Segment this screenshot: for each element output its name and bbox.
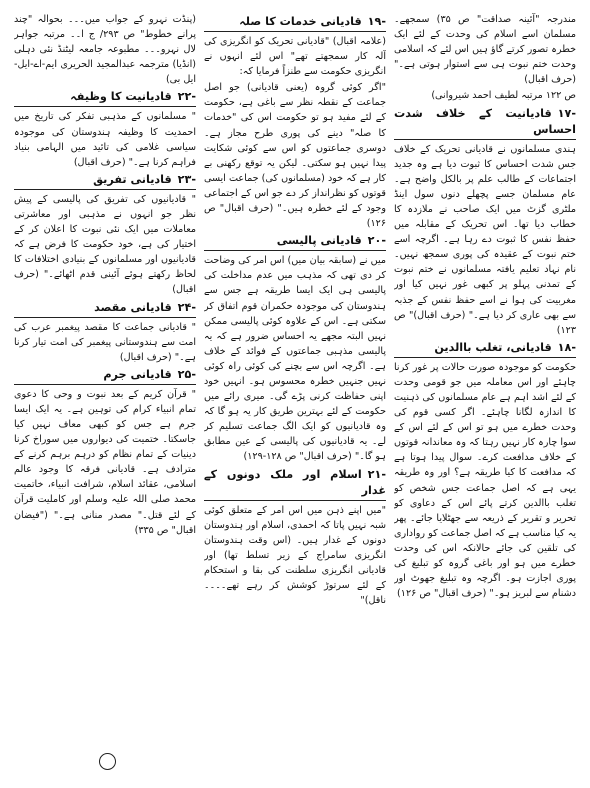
paragraph: " قادیانیوں کی تفریق کی پالیسی کے پیش نظر جو انہوں نے مذہبی اور معاشرتی معاملات میں ایک نئی نبوت کا اعلان کر کے اختیار کی ہے، خود حکومت کا فرض ہے کہ قادیانیوں اور مسلمانوں کے بنیادی اختلافات کا لحاظ رکھتے ہوئے آئینی قدم اٹھائے۔" (حرف اقبال) [14,193,196,296]
column-3 [14,12,196,778]
paragraph: (علامہ اقبال) "قادیانی تحریک کو انگریزی کی آلہ کار سمجھتے تھے" اس لئے انہوں نے انگریزی حکومت سے طنزاً فرمایا کہ: [204,36,386,78]
section-title: قادیانی مقصد [94,300,172,314]
section-number: -۱۸ [557,340,576,354]
paragraph: حکومت کو موجودہ صورت حالات پر غور کرنا چاہئے اور اس معاملہ میں جو قومی وحدت کے لئے اشد اہم ہے عام مسلمانوں کی ذہنیت کا اندازہ لگانا چاہئے۔ اگر کسی قوم کی وحدت خطرے میں ہو تو اس کے لئے اس کے سوا چارہ کار نہیں رہتا کہ وہ معاندانہ قوتوں کے خلاف مدافعت کرے۔ سوال پیدا ہوتا ہے کہ مدافعت کا کیا طریقہ ہے؟ اور وہ طریقہ یہی ہے کہ اصل جماعت جس شخص کو تغلب باالدین کرتے پائے اس کے دعاوی کو تحریر و تقریر کے ذریعہ سے جھٹلایا جائے۔ پھر یہ کیا مناسب ہے کہ اصل جماعت کو رواداری کی تلقین کی جائے حالانکہ اس کی وحدت خطرے میں ہو اور باغی گروہ کو تبلیغ کی پوری اجازت ہو۔ اگرچہ وہ تبلیغ جھوٹ اور دشنام سے لبریز ہو۔" (حرف اقبال" ص ۱۲۶) [394,361,576,600]
section-heading [204,14,386,32]
section-heading [204,467,386,501]
text-columns [14,12,576,778]
section-title: قادیانیت کے خلاف شدت احساس [394,106,576,136]
section-number: -۲۵ [177,367,196,381]
paragraph: میں نے (سابقہ بیان میں) اس امر کی وضاحت کر دی تھی کہ مذہب میں عدم مداخلت کی پالیسی ہی ایک ایسا طریقہ ہے جس سے ہندوستان کی موجودہ حکمران قوم اتفاق کر سکتی ہے۔ اس کے علاوہ کوئی پالیسی ممکن نہیں البتہ مجھے یہ احساس ضرور ہے کہ یہ پالیسی مذہبی جماعتوں کے فوائد کے خلاف ہے۔ اگرچہ اس سے بچنے کی کوئی راہ کوئی نہیں جنہیں خطرہ محسوس ہو۔ انہیں خود اپنی حفاظت کرنی پڑے گی۔ میری رائے میں حکومت کے لئے بہترین طریق کار یہ ہو گا کہ وہ قادیانیوں کو ایک الگ جماعت تسلیم کر لے۔ یہ قادیانیوں کی پالیسی کے عین مطابق ہو گا۔" (حرف اقبال" ص ۱۲۸-۱۲۹) [204,255,386,463]
section-number: -۲۲ [177,90,196,104]
section-heading [14,300,196,318]
paragraph: "میں اپنے ذہن میں اس امر کے متعلق کوئی شبہ نہیں پاتا کہ احمدی، اسلام اور ہندوستان دونوں کے غدار ہیں۔ (اس وقت ہندوستان انگریزی سامراج کے زیر تسلط تھا) اور قادیانی انگریزی سلطنت کی بقا و استحکام کے لئے سرتوڑ کوشش کر رہے تھے۔۔۔۔ ناقل)" [204,504,386,607]
paragraph: " قرآن کریم کے بعد نبوت و وحی کا دعوی تمام انبیاء کرام کی توہین ہے۔ یہ ایک ایسا جرم ہے جس کو کبھی معاف نہیں کیا جاسکتا۔ ختمیت کی دیواروں میں سوراخ کرنا دینیات کے تمام نظام کو درہم برہم کرنے کے مترادف ہے۔ قادیانی فرقہ کا وجود عالم اسلامی، عقائد اسلام، شرافت انبیاء، خاتمیت محمد صلی اللہ علیہ وسلم اور کاملیت قرآن کے لئے قتل۔" مصدر منانی ہے۔" ("فیضان اقبال" ص ۳۳۵) [14,388,196,536]
section-number: -۲۳ [177,172,196,186]
section-title: قادیانی تفریق [93,172,172,186]
paragraph: ہندی مسلمانوں نے قادیانی تحریک کے خلاف جس شدت احساس کا ثبوت دیا ہے وہ جدید اجتماعات کے طالب علم پر بالکل واضح ہے۔ عام مسلمان جسے پچھلے دنوں سول اینڈ ملٹری گزٹ میں ایک صاحب نے ملازدہ کا خطاب دیا تھا۔ اس تحریک کے مقابلہ میں حفظ نفس کا ثبوت دے رہا ہے۔ اگرچہ اسے ختم نبوت کے عقیدہ کی پوری سمجھ نہیں۔ نام نہاد تعلیم یافتہ مسلمانوں نے ختم نبوت کے تمدنی پہلو پر کبھی غور نہیں کیا اور مغربیت کی ہوا نے اسے حفظ نفس کے جذبہ سے بھی عاری کر دیا ہے۔" (حرف اقبال)" ص ۱۲۳) [394,143,576,336]
section-number: -۲۰ [367,234,386,248]
section-heading [14,89,196,107]
column-1 [394,12,576,778]
column-2 [204,12,386,778]
section-heading [14,367,196,385]
section-title: قادیانی جرم [103,367,172,381]
section-number: -۲۱ [367,467,386,481]
reference-line: ص ۱۲۲ مرتبہ لطیف احمد شیروانی) [431,90,576,102]
section-heading [394,340,576,358]
paragraph: مندرجہ "آئینہ صداقت" ص ۳۵) سمجھے۔ مسلمان اسے اسلام کی وحدت کے لئے ایک خطرہ تصور کرتے گاؤ ہیں اس لئے کہ اسلامی وحدت ختم نبوت ہی سے استوار ہوتی ہے۔" (حرف اقبال) [394,14,576,86]
section-title: اسلام اور ملک دونوں کے غدار [204,467,386,497]
paragraph: " قادیانی جماعت کا مقصد پیغمبر عرب کی امت سے ہندوستانی پیغمبر کی امت تیار کرنا ہے۔" (حرف اقبال) [14,321,196,363]
section-title: قادیانی خدمات کا صلہ [239,15,362,28]
section-title: قادیانیت کا وظیفہ [70,90,172,104]
section-title: قادیانی، تغلب باالدین [434,340,552,354]
section-number: -۲۴ [177,300,196,314]
paragraph: " مسلمانوں کے مذہبی تفکر کی تاریخ میں احمدیت کا وظیفہ ہندوستان کی موجودہ سیاسی غلامی کی تائید میں الہامی بنیاد فراہم کرنا ہے۔" (حرف اقبال) [14,111,196,168]
section-title: قادیانی پالیسی [276,234,362,248]
section-heading [14,172,196,190]
section-heading [394,106,576,140]
end-mark-circle [99,753,116,770]
section-number: -۱۹ [367,15,386,28]
paragraph: "اگر کوئی گروہ (یعنی قادیانی) جو اصل جماعت کے نقطہ نظر سے باغی ہے، حکومت کے لئے مفید ہو تو حکومت اس کی "خدمات کا صلہ" دینے کی پوری طرح مجاز ہے۔ دوسری جماعتوں کو اس سے کوئی شکایت پیدا نہیں ہو سکتی۔ لیکن یہ توقع رکھنی بے کار ہے کہ خود (مسلمانوں کی) جماعت ایسی قوتوں کو نظرانداز کر دے جو اس کے اجتماعی وجود کے لئے خطرہ ہیں۔" (حرف اقبال" ص ۱۲۶) [204,82,386,230]
section-number: -۱۷ [557,106,576,120]
section-heading [204,233,386,251]
paragraph: (پنڈت نہرو کے جواب میں۔۔۔ بحوالہ "چند پرانے خطوط" ص ۲۹۳/ ج ا۔۔ مرتبہ جواہر لال نہرو۔۔۔ مطبوعہ جامعہ لیٹنڈ نئی دہلی (انڈیا) مترجمہ عبدالمجید الحریری ایم-اے-ایل-ایل بی) [14,14,196,86]
